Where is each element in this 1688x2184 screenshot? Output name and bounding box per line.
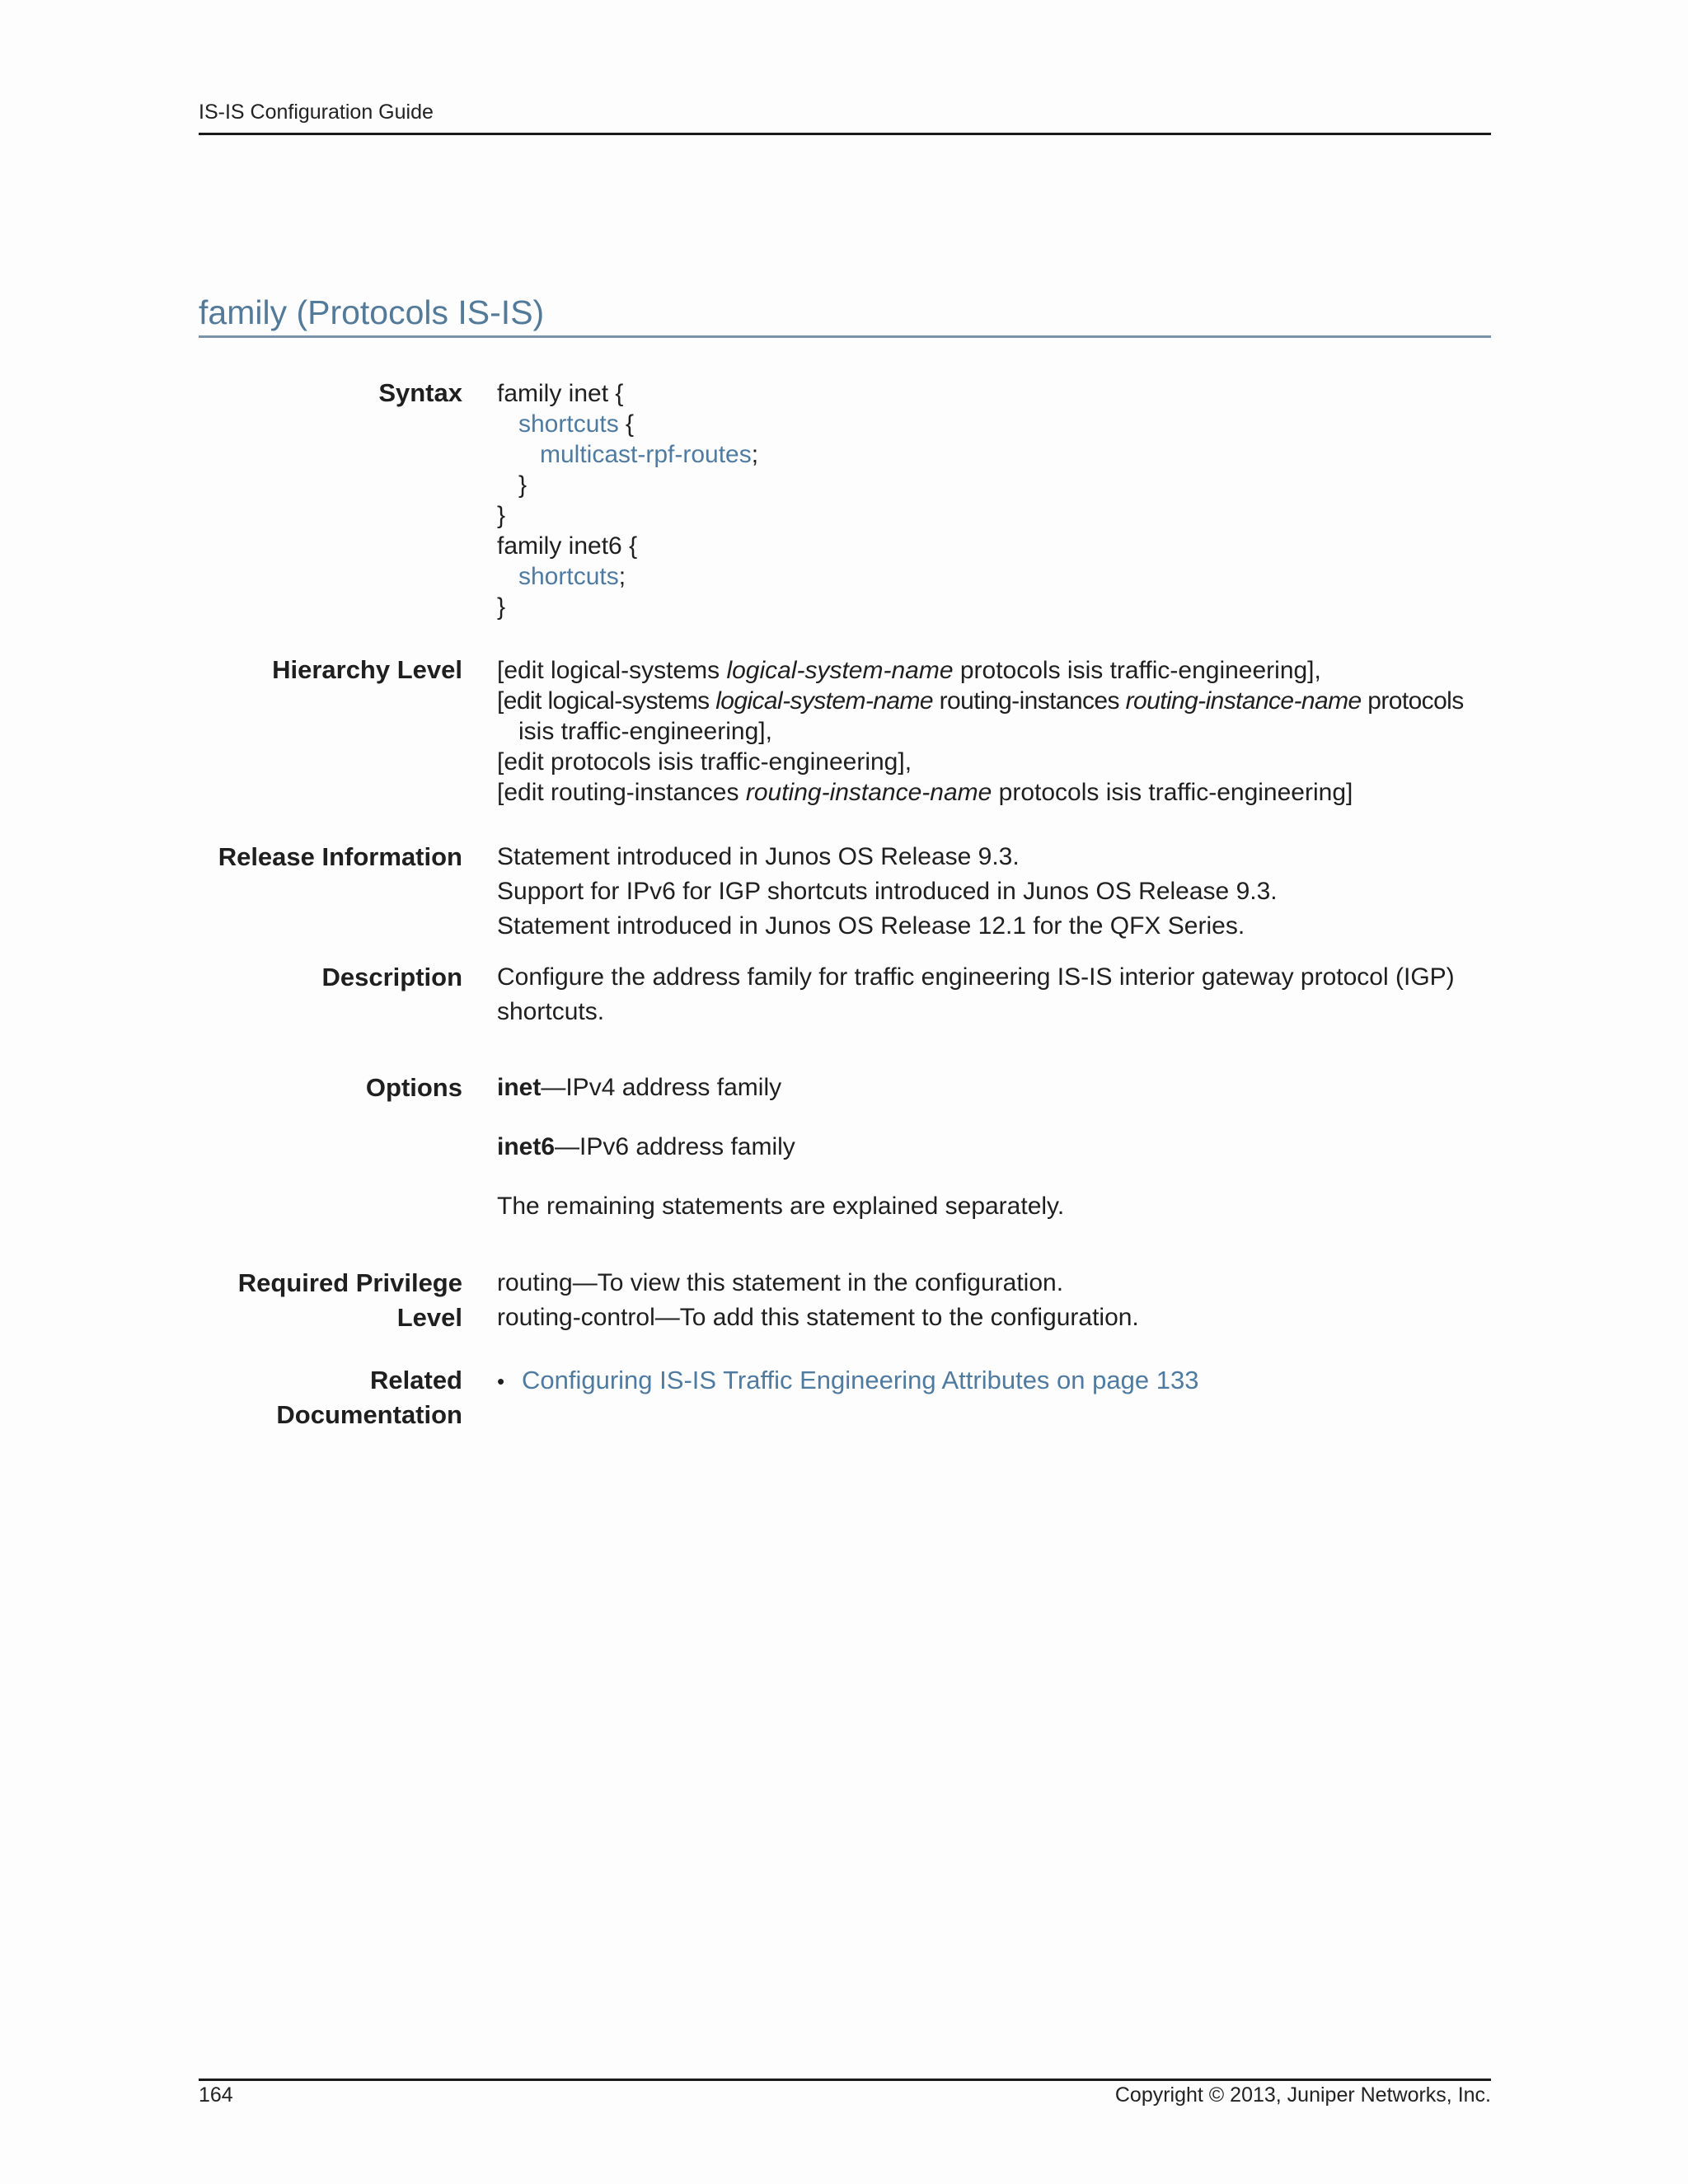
release-line: Statement introduced in Junos OS Release 9.3. bbox=[497, 843, 1020, 870]
hierarchy-label: Hierarchy Level bbox=[272, 655, 462, 684]
copyright-notice: Copyright © 2013, Juniper Networks, Inc. bbox=[1114, 2083, 1491, 2107]
release-label: Release Information bbox=[218, 842, 462, 871]
syntax-label: Syntax bbox=[378, 378, 462, 407]
hierarchy-list bbox=[497, 655, 1491, 808]
hierarchy-line: [edit logical-systems logical-system-name protocols isis traffic-engineering], bbox=[497, 657, 1321, 684]
option-inet6: inet6—IPv6 address family bbox=[497, 1133, 795, 1160]
syntax-line: } bbox=[497, 593, 506, 621]
syntax-line bbox=[497, 561, 1491, 592]
title-rule bbox=[199, 335, 1491, 338]
description-text: Configure the address family for traffic engineering IS-IS interior gateway protocol (IGP) shortcuts. bbox=[497, 963, 1455, 1025]
options-list bbox=[497, 1071, 1491, 1249]
description-label: Description bbox=[321, 963, 462, 991]
related-item bbox=[497, 1363, 1491, 1399]
release-line: Support for IPv6 for IGP shortcuts introduced in Junos OS Release 9.3. bbox=[497, 878, 1278, 905]
hierarchy-line: [edit protocols isis traffic-engineering], bbox=[497, 748, 912, 776]
syntax-punct: ; bbox=[751, 441, 759, 468]
hierarchy-line: isis traffic-engineering], bbox=[518, 718, 772, 745]
syntax-line: } bbox=[518, 471, 528, 499]
release-info bbox=[497, 840, 1491, 944]
syntax-line bbox=[497, 409, 1491, 439]
footer-rule bbox=[199, 2079, 1491, 2081]
syntax-code bbox=[497, 378, 1491, 622]
release-line: Statement introduced in Junos OS Release 12.1 for the QFX Series. bbox=[497, 912, 1245, 940]
options-note: The remaining statements are explained separately. bbox=[497, 1193, 1065, 1220]
privilege-label: Required Privilege Level bbox=[237, 1268, 462, 1332]
multicast-rpf-routes-link[interactable]: multicast-rpf-routes bbox=[540, 441, 752, 468]
privilege-list bbox=[497, 1266, 1491, 1335]
related-doc-link[interactable]: Configuring IS-IS Traffic Engineering Attributes on page 133 bbox=[522, 1366, 1199, 1394]
header-rule bbox=[199, 133, 1491, 135]
related-list bbox=[497, 1363, 1491, 1399]
shortcuts-link[interactable]: shortcuts bbox=[518, 410, 619, 438]
privilege-line: routing—To view this statement in the configuration. bbox=[497, 1269, 1064, 1296]
syntax-punct: ; bbox=[618, 563, 626, 590]
statement-title: family (Protocols IS-IS) bbox=[199, 293, 545, 331]
syntax-punct: { bbox=[618, 410, 635, 438]
syntax-line bbox=[497, 439, 1491, 470]
page-number: 164 bbox=[199, 2083, 233, 2107]
options-label: Options bbox=[365, 1073, 462, 1102]
syntax-line: } bbox=[497, 502, 506, 529]
shortcuts-link[interactable]: shortcuts bbox=[518, 563, 619, 590]
hierarchy-line: [edit logical-systems logical-system-name routing-instances routing-instance-name protocols bbox=[497, 687, 1464, 715]
related-label: Related Documentation bbox=[276, 1366, 462, 1429]
syntax-line: family inet6 { bbox=[497, 532, 638, 560]
privilege-line: routing-control—To add this statement to the configuration. bbox=[497, 1304, 1139, 1331]
hierarchy-line: [edit routing-instances routing-instance-name protocols isis traffic-engineering] bbox=[497, 779, 1353, 806]
option-inet: inet—IPv4 address family bbox=[497, 1074, 782, 1101]
running-header: IS-IS Configuration Guide bbox=[199, 101, 434, 124]
syntax-line: family inet { bbox=[497, 380, 624, 407]
bullet-icon: • bbox=[497, 1369, 505, 1394]
